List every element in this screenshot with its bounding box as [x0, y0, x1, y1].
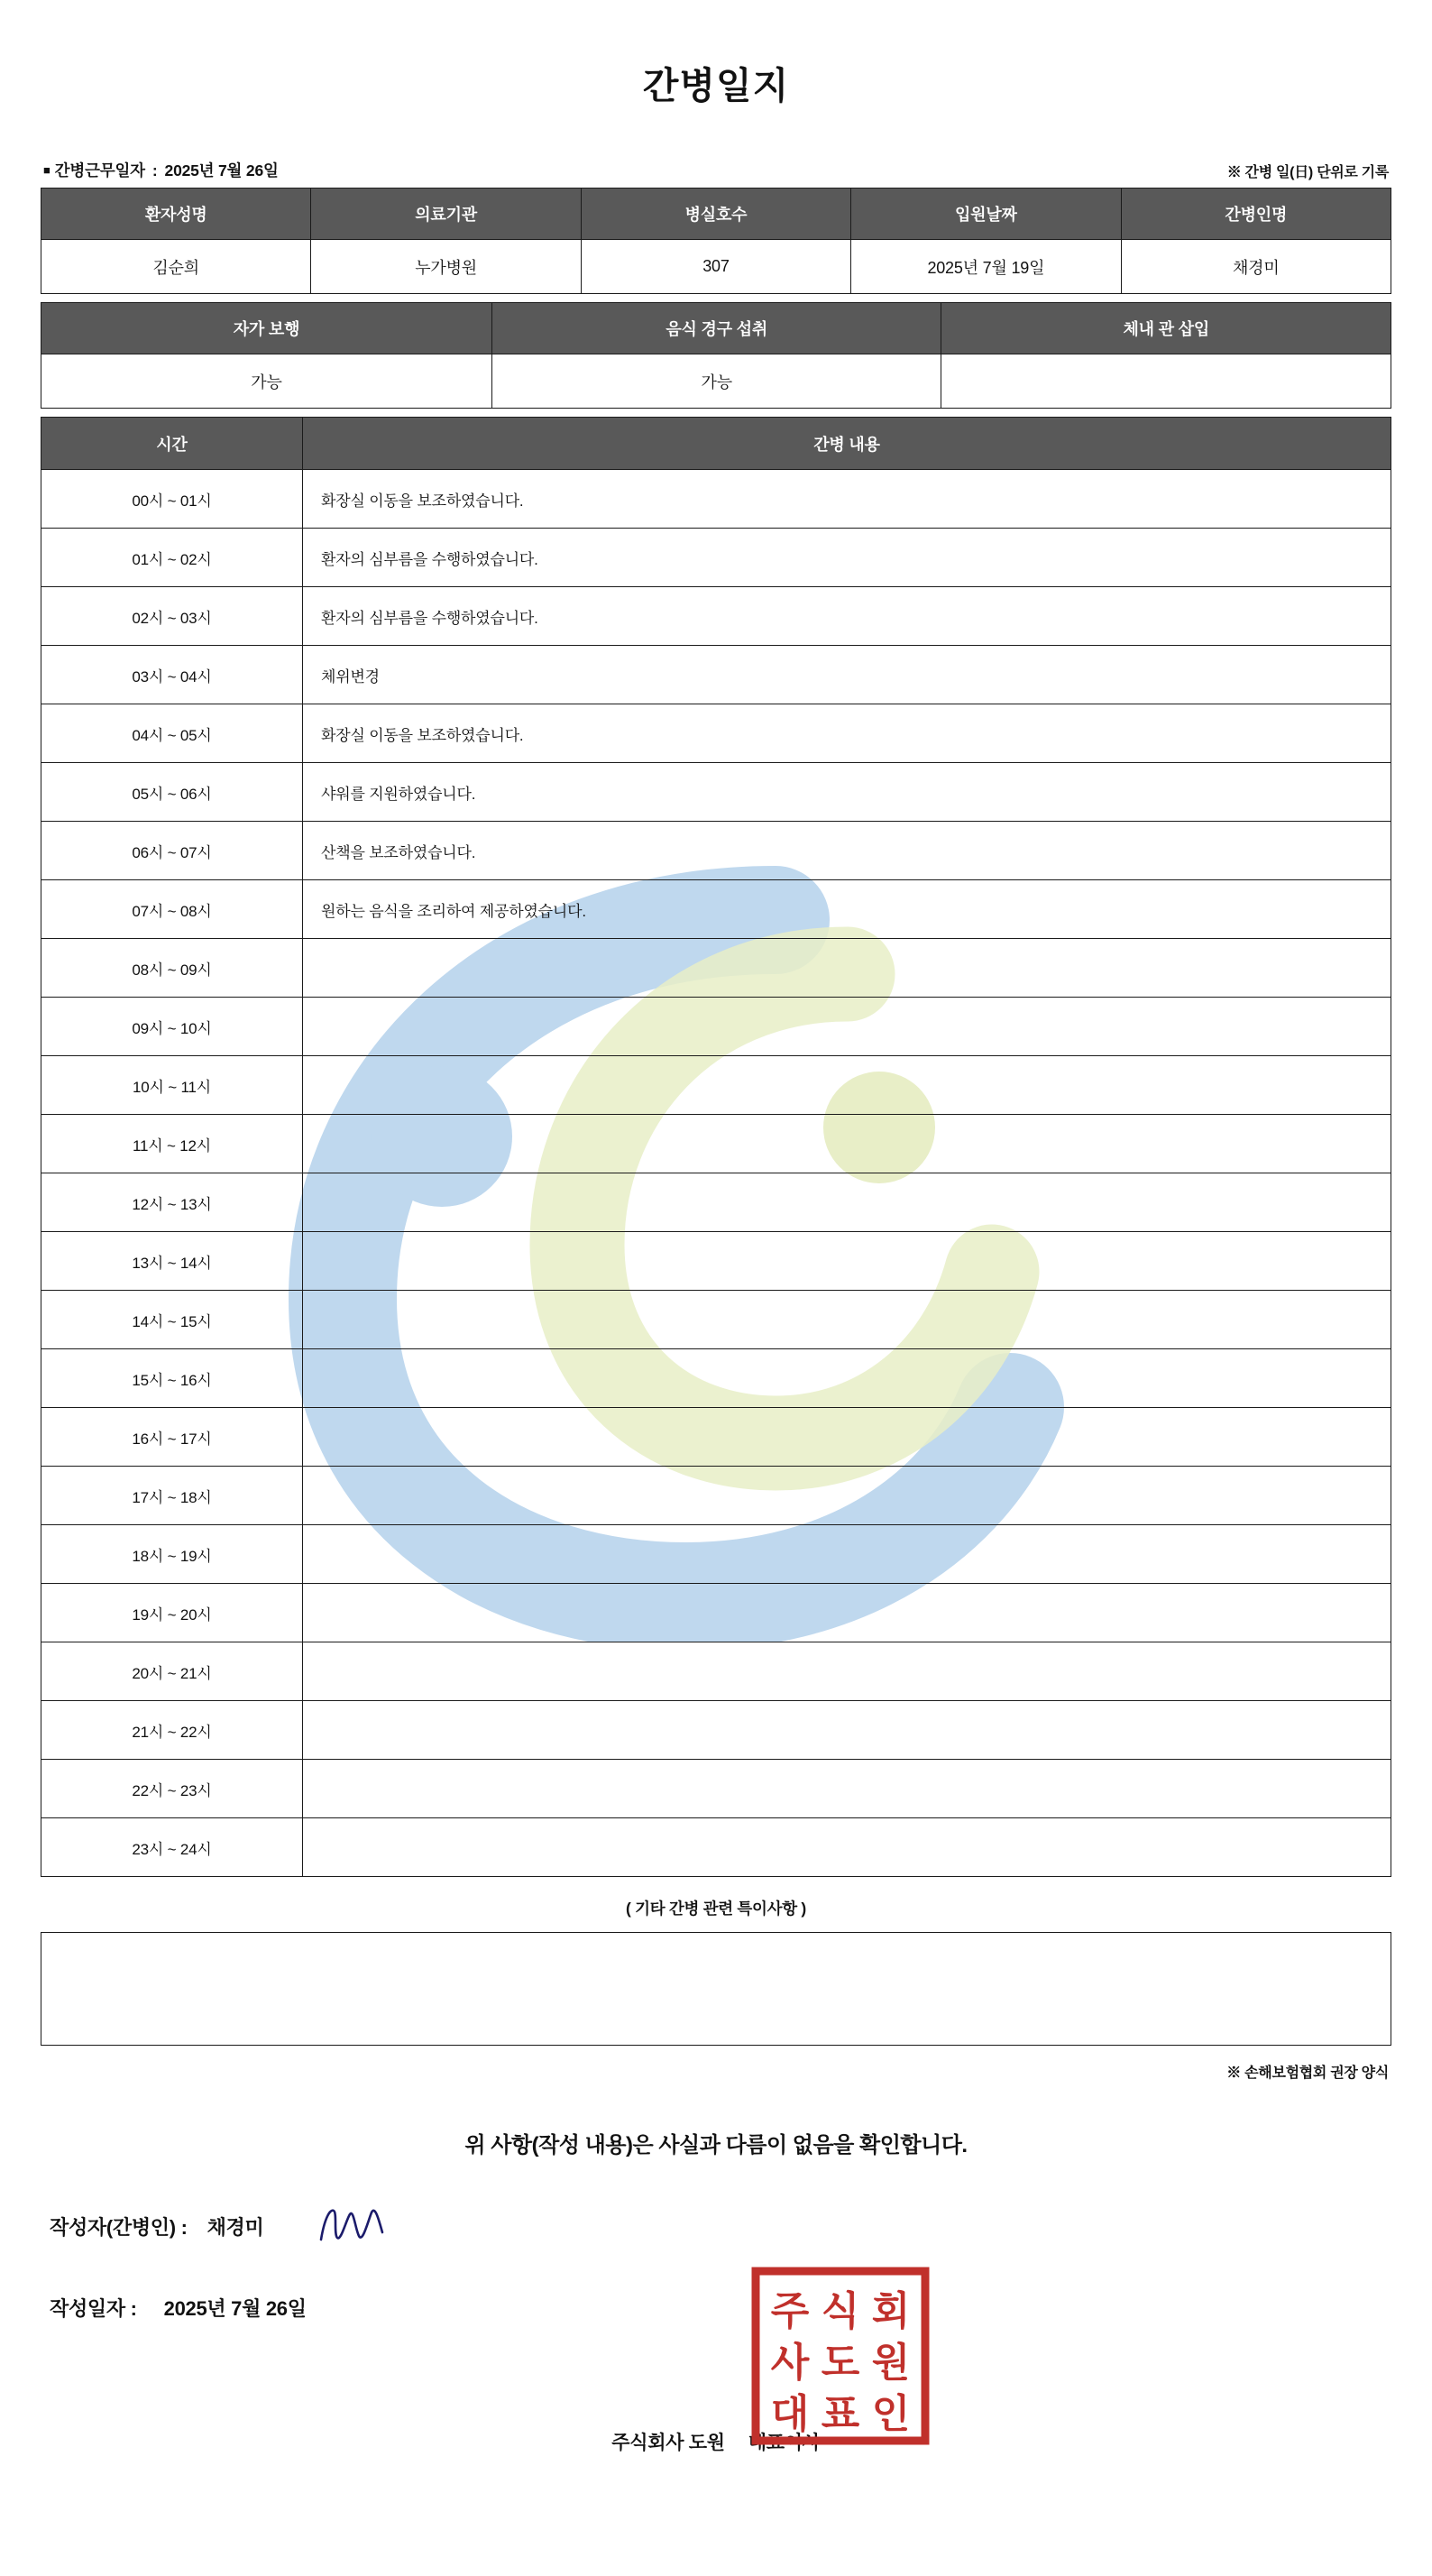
- cell-care-content[interactable]: [303, 1467, 1391, 1525]
- work-date-value: 2025년 7월 26일: [164, 161, 279, 179]
- value-caregiver-name: 채경미: [1121, 240, 1391, 294]
- table-row: [41, 1701, 1391, 1760]
- table-row: [41, 354, 1391, 409]
- cell-time: 13시 ~ 14시: [41, 1232, 303, 1291]
- value-self-walking: 가능: [41, 354, 492, 409]
- cell-time: 15시 ~ 16시: [41, 1349, 303, 1408]
- value-hospital: 누가병원: [311, 240, 581, 294]
- table-row: [41, 939, 1391, 998]
- work-date-separator: :: [151, 161, 158, 179]
- cell-care-content[interactable]: [303, 998, 1391, 1056]
- page-title: 간병일지: [642, 65, 790, 106]
- table-row: [41, 1525, 1391, 1584]
- table-row: [41, 240, 1391, 294]
- meta-row: [41, 159, 1391, 188]
- table-row: [41, 763, 1391, 822]
- table-row: [41, 587, 1391, 646]
- notes-section-title: ( 기타 간병 관련 특이사항 ): [626, 1900, 806, 1918]
- value-admission-date: 2025년 7월 19일: [851, 240, 1121, 294]
- table-row-headers: [41, 189, 1391, 240]
- svg-text:주: 주: [770, 2289, 810, 2333]
- bullet-icon: ■: [43, 163, 50, 177]
- cell-time: 12시 ~ 13시: [41, 1173, 303, 1232]
- column-header-tube-insertion: 체내 관 삽입: [941, 303, 1391, 354]
- svg-text:인: 인: [871, 2392, 911, 2436]
- cell-care-content[interactable]: 환자의 심부름을 수행하였습니다.: [303, 587, 1391, 646]
- written-date-value: 2025년 7월 26일: [163, 2297, 307, 2320]
- handwritten-signature-icon: [316, 2202, 397, 2250]
- written-date-line: [50, 2294, 1391, 2322]
- table-row: [41, 1467, 1391, 1525]
- value-patient-name: 김순희: [41, 240, 311, 294]
- cell-care-content[interactable]: 산책을 보조하였습니다.: [303, 822, 1391, 880]
- cell-time: 01시 ~ 02시: [41, 529, 303, 587]
- notes-textarea[interactable]: [41, 1932, 1391, 2046]
- table-row: [41, 1642, 1391, 1701]
- cell-care-content[interactable]: [303, 1642, 1391, 1701]
- cell-time: 03시 ~ 04시: [41, 646, 303, 704]
- column-header-time: 시간: [41, 418, 303, 470]
- cell-time: 20시 ~ 21시: [41, 1642, 303, 1701]
- cell-time: 04시 ~ 05시: [41, 704, 303, 763]
- table-row: [41, 998, 1391, 1056]
- cell-time: 19시 ~ 20시: [41, 1584, 303, 1642]
- cell-care-content[interactable]: [303, 1525, 1391, 1584]
- cell-care-content[interactable]: [303, 1818, 1391, 1877]
- table-row: [41, 1349, 1391, 1408]
- table-row-headers: [41, 303, 1391, 354]
- svg-text:사: 사: [770, 2341, 810, 2385]
- svg-text:도: 도: [821, 2341, 860, 2385]
- cell-care-content[interactable]: [303, 1115, 1391, 1173]
- cell-time: 06시 ~ 07시: [41, 822, 303, 880]
- association-note: ※ 손해보험협회 권장 양식: [1226, 2065, 1389, 2081]
- table-row: [41, 1818, 1391, 1877]
- cell-care-content[interactable]: [303, 1056, 1391, 1115]
- signature-block: [41, 2202, 1391, 2322]
- writer-value: 채경미: [207, 2215, 264, 2239]
- cell-time: 23시 ~ 24시: [41, 1818, 303, 1877]
- column-header-hospital: 의료기관: [311, 189, 581, 240]
- company-line: [41, 2428, 1391, 2455]
- cell-time: 16시 ~ 17시: [41, 1408, 303, 1467]
- cell-time: 05시 ~ 06시: [41, 763, 303, 822]
- cell-care-content[interactable]: 화장실 이동을 보조하였습니다.: [303, 704, 1391, 763]
- cell-care-content[interactable]: [303, 1173, 1391, 1232]
- written-date-label: 작성일자 :: [50, 2297, 137, 2320]
- cell-time: 18시 ~ 19시: [41, 1525, 303, 1584]
- column-header-oral-intake: 음식 경구 섭취: [491, 303, 941, 354]
- cell-time: 09시 ~ 10시: [41, 998, 303, 1056]
- svg-text:대: 대: [770, 2392, 810, 2436]
- cell-time: 14시 ~ 15시: [41, 1291, 303, 1349]
- cell-time: 17시 ~ 18시: [41, 1467, 303, 1525]
- cell-time: 10시 ~ 11시: [41, 1056, 303, 1115]
- cell-care-content[interactable]: [303, 1408, 1391, 1467]
- value-oral-intake: 가능: [491, 354, 941, 409]
- column-header-admission-date: 입원날짜: [851, 189, 1121, 240]
- table-row: [41, 1232, 1391, 1291]
- cell-care-content[interactable]: [303, 1291, 1391, 1349]
- cell-care-content[interactable]: [303, 1232, 1391, 1291]
- company-name: 주식회사 도원: [611, 2433, 725, 2453]
- column-header-care-content: 간병 내용: [303, 418, 1391, 470]
- value-room-number: 307: [581, 240, 850, 294]
- work-date: [43, 159, 279, 181]
- svg-text:원: 원: [871, 2341, 911, 2385]
- cell-time: 07시 ~ 08시: [41, 880, 303, 939]
- table-row: [41, 1584, 1391, 1642]
- table-row: [41, 646, 1391, 704]
- svg-text:표: 표: [821, 2392, 860, 2436]
- confirmation-statement: 위 사항(작성 내용)은 사실과 다름이 없음을 확인합니다.: [464, 2133, 968, 2157]
- table-row: [41, 1408, 1391, 1467]
- cell-care-content[interactable]: 환자의 심부름을 수행하였습니다.: [303, 529, 1391, 587]
- condition-table: [41, 302, 1391, 409]
- company-role: 대표이사: [748, 2433, 821, 2453]
- cell-care-content[interactable]: [303, 939, 1391, 998]
- cell-care-content[interactable]: [303, 1349, 1391, 1408]
- cell-time: 00시 ~ 01시: [41, 470, 303, 529]
- record-unit-note: ※ 간병 일(日) 단위로 기록: [1226, 165, 1389, 180]
- column-header-patient-name: 환자성명: [41, 189, 311, 240]
- table-row: [41, 880, 1391, 939]
- cell-care-content[interactable]: 원하는 음식을 조리하여 제공하였습니다.: [303, 880, 1391, 939]
- table-row: [41, 1291, 1391, 1349]
- table-row: [41, 1115, 1391, 1173]
- writer-label: 작성자(간병인) :: [50, 2215, 188, 2239]
- cell-time: 21시 ~ 22시: [41, 1701, 303, 1760]
- table-row: [41, 470, 1391, 529]
- column-header-caregiver-name: 간병인명: [1121, 189, 1391, 240]
- column-header-self-walking: 자가 보행: [41, 303, 492, 354]
- cell-time: 02시 ~ 03시: [41, 587, 303, 646]
- cell-time: 22시 ~ 23시: [41, 1760, 303, 1818]
- cell-care-content[interactable]: 체위변경: [303, 646, 1391, 704]
- cell-care-content[interactable]: [303, 1584, 1391, 1642]
- hourly-log-table: [41, 417, 1391, 1877]
- table-row: [41, 529, 1391, 587]
- company-seal-stamp-icon: [750, 2266, 931, 2446]
- value-tube-insertion: [941, 354, 1391, 409]
- table-row: [41, 822, 1391, 880]
- table-row: [41, 1056, 1391, 1115]
- cell-care-content[interactable]: 화장실 이동을 보조하였습니다.: [303, 470, 1391, 529]
- cell-care-content[interactable]: 샤워를 지원하였습니다.: [303, 763, 1391, 822]
- cell-time: 08시 ~ 09시: [41, 939, 303, 998]
- table-row: [41, 1173, 1391, 1232]
- column-header-room-number: 병실호수: [581, 189, 850, 240]
- work-date-label: 간병근무일자: [54, 161, 145, 179]
- cell-care-content[interactable]: [303, 1701, 1391, 1760]
- writer-line: [50, 2202, 1391, 2250]
- patient-info-table: [41, 188, 1391, 294]
- cell-care-content[interactable]: [303, 1760, 1391, 1818]
- table-row: [41, 704, 1391, 763]
- cell-time: 11시 ~ 12시: [41, 1115, 303, 1173]
- svg-text:회: 회: [871, 2289, 911, 2333]
- table-row-headers: [41, 418, 1391, 470]
- table-row: [41, 1760, 1391, 1818]
- svg-text:식: 식: [821, 2289, 860, 2333]
